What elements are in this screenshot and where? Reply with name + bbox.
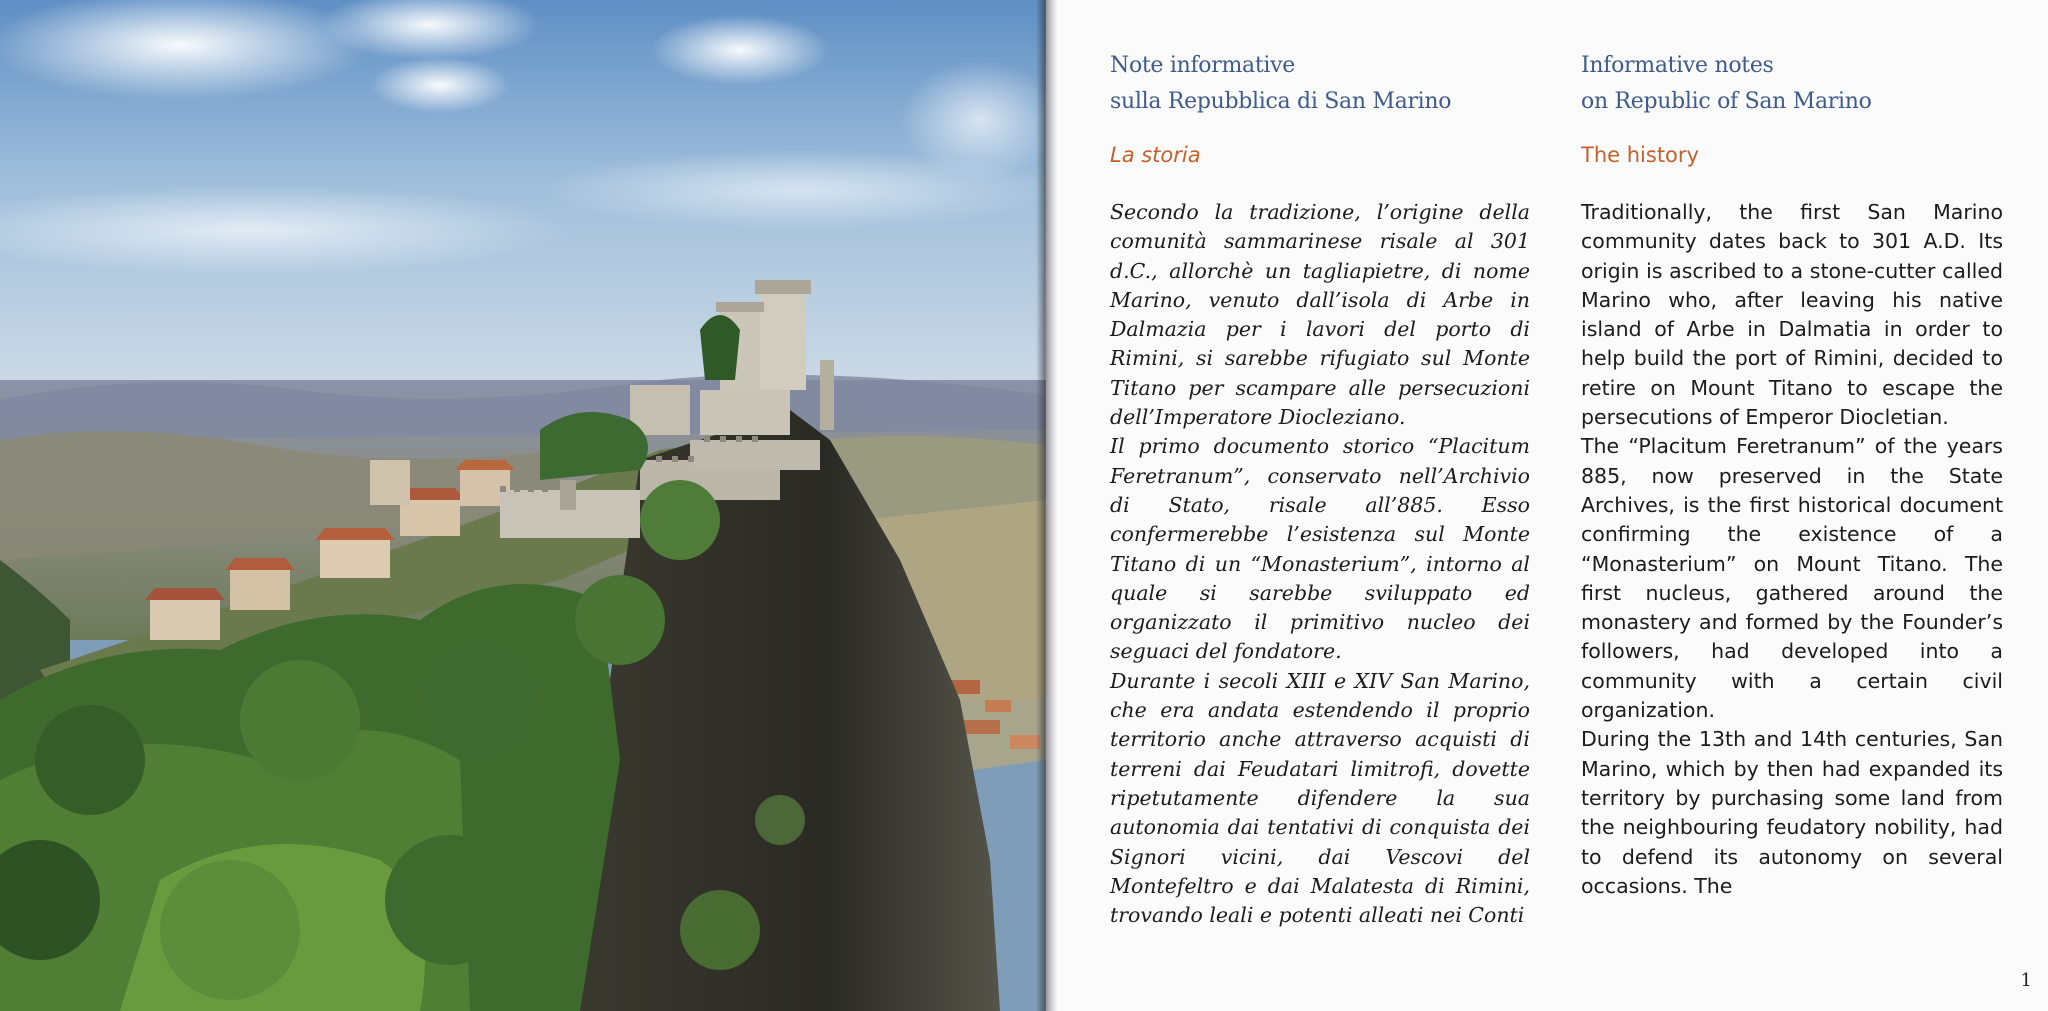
page-gutter xyxy=(1036,0,1058,1011)
italian-subheading: La storia xyxy=(1110,143,1201,167)
english-paragraph: Traditionally, the first San Marino community dates back to 301 A.D. Its origin is ascribed to a stone-cutter called Marino who, after leaving his native island of Arbe in Dalmatia in order to help build the port of Rimini, decided to retire on Mount Titano to escape the persecutions of Emperor Diocletian. xyxy=(1581,200,2003,430)
english-subheading: The history xyxy=(1581,143,1699,167)
italian-paragraph: Il primo documento storico “Placitum Feretranum”, conservato nell’Archivio di Stato, risale all’885. Esso confermerebbe l’esistenza sul Monte Titano di un “Monasterium”, intorno al quale si sarebbe sviluppato ed organizzato il primitivo nucleo dei seguaci del fondatore. xyxy=(1110,434,1530,664)
english-column xyxy=(1581,48,2003,901)
text-page xyxy=(1058,0,2048,1011)
english-heading-line2: on Republic of San Marino xyxy=(1581,89,1872,114)
italian-heading-line1: Note informative xyxy=(1110,53,1295,78)
italian-paragraph: Durante i secoli XIII e XIV San Marino, che era andata estendendo il proprio territorio anche attraverso acquisti di terreni dai Feudatari limitrofi, dovette ripetutamente difendere la sua autonomia dai tentativi di conquista dei Signori vicini, dai Vescovi del Montefeltro e dai Malatesta di Rimini, trovando leali e potenti alleati nei Conti xyxy=(1110,668,1530,928)
italian-paragraph: Secondo la tradizione, l’origine della comunità sammarinese risale al 301 d.C., allorchè un tagliapietre, di nome Marino, venuto dall’isola di Arbe in Dalmazia per i lavori del porto di Rimini, si sarebbe rifugiato sul Monte Titano per scampare alle persecuzioni dell’Imperatore Diocleziano. xyxy=(1110,200,1530,430)
english-body xyxy=(1581,198,2003,901)
english-heading-line1: Informative notes xyxy=(1581,53,1774,78)
english-paragraph: The “Placitum Feretranum” of the years 885, now preserved in the State Archives, is the first historical document confirming the existence of a “Monasterium” on Mount Titano. The first nucleus, gathered around the monastery and formed by the Founder’s followers, had developed into a community with a certain civil organization. xyxy=(1581,434,2003,723)
italian-body xyxy=(1110,198,1530,930)
italian-heading xyxy=(1110,48,1530,120)
page-number: 1 xyxy=(2020,970,2032,991)
english-paragraph: During the 13th and 14th centuries, San Marino, which by then had expanded its territory by purchasing some land from the neighbouring feudatory nobility, had to defend its autonomy on several occasions. The xyxy=(1581,727,2003,898)
italian-heading-line2: sulla Repubblica di San Marino xyxy=(1110,89,1452,114)
english-heading xyxy=(1581,48,2003,120)
italian-column xyxy=(1110,48,1530,930)
